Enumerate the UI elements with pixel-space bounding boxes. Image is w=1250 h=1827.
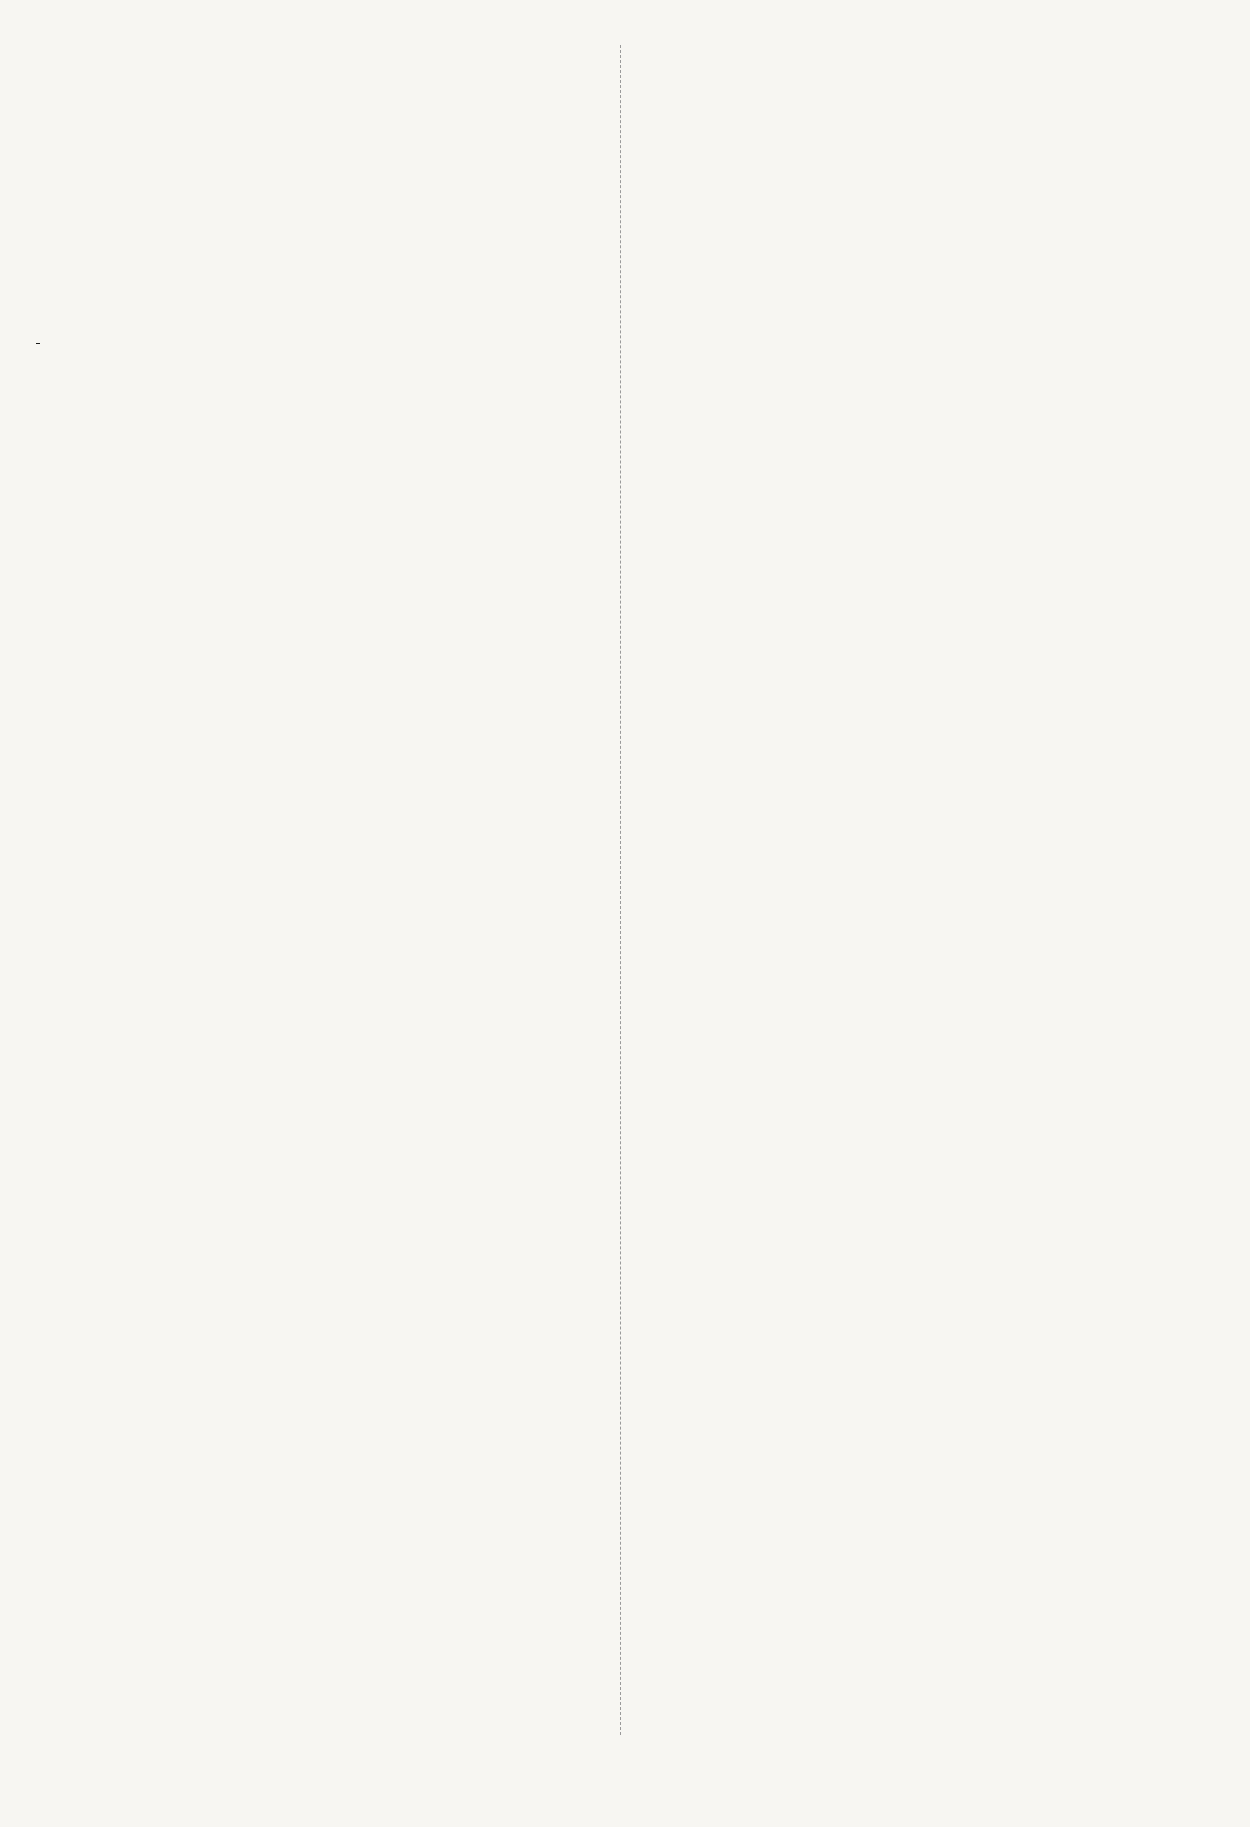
answer-9	[34, 322, 600, 362]
fraction	[36, 343, 40, 344]
column-divider	[620, 45, 621, 1735]
